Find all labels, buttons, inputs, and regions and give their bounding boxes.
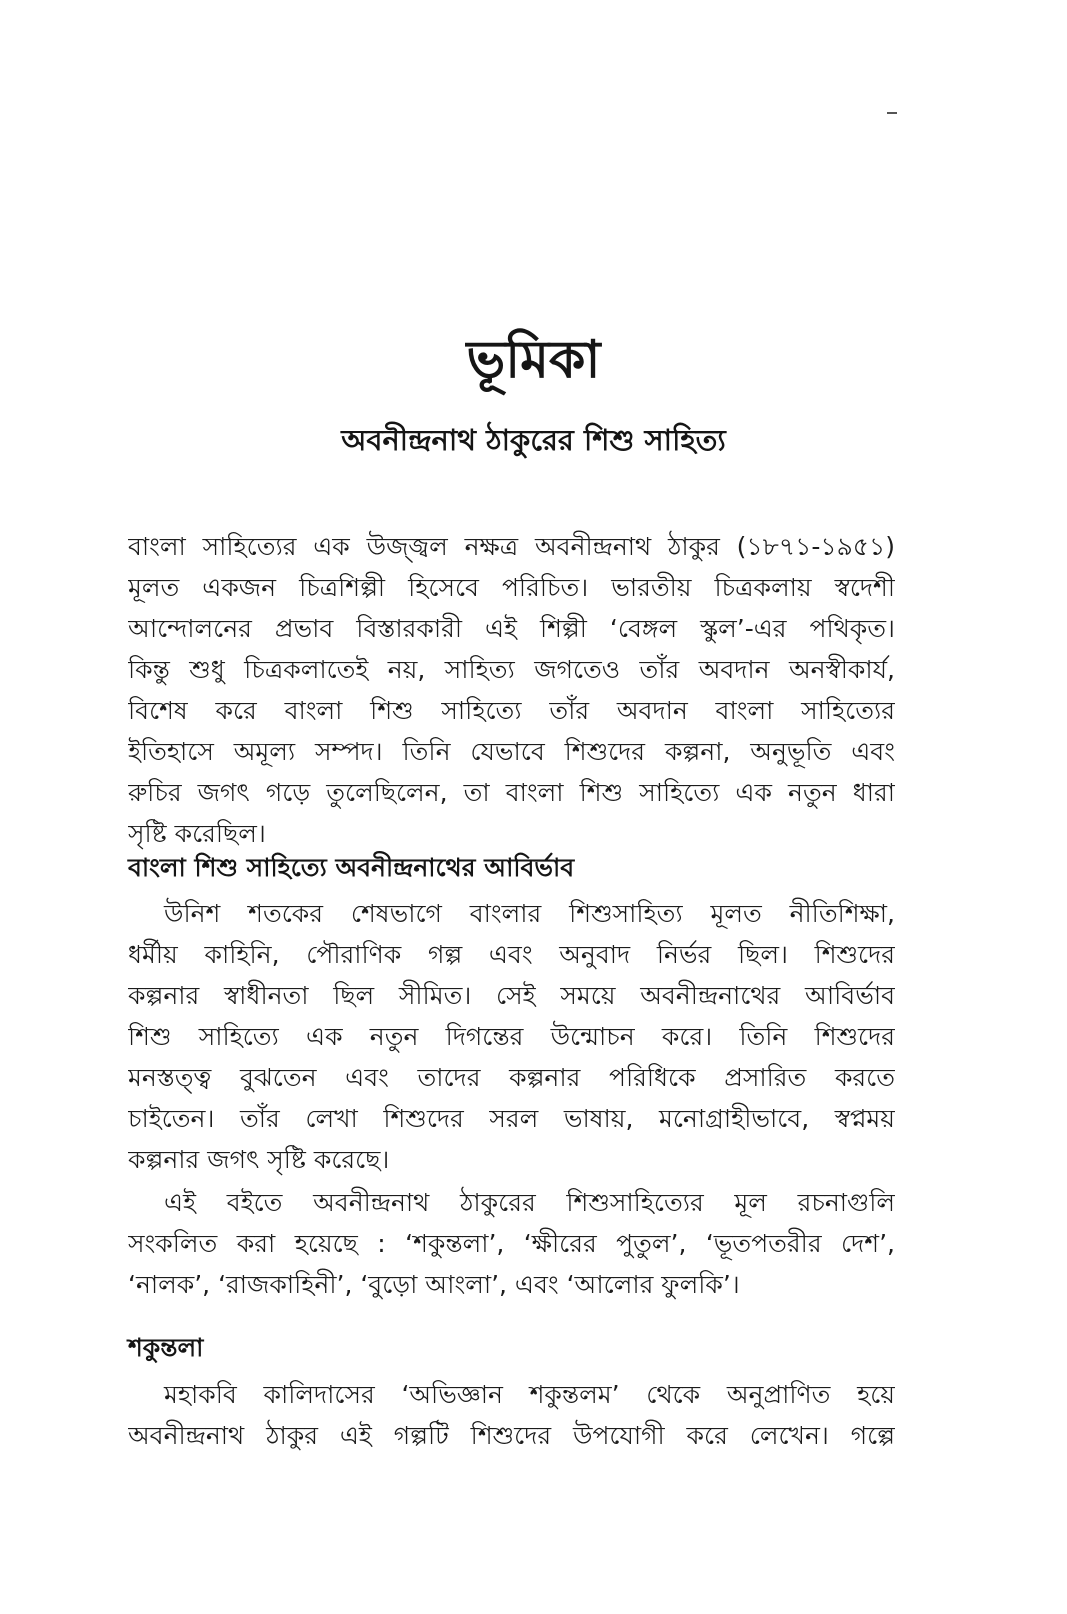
page-top-mark	[887, 112, 897, 114]
text-line: ধর্মীয় কাহিনি, পৌরাণিক গল্প এবং অনুবাদ নির্ভর ছিল। শিশুদের	[128, 940, 895, 969]
section1-paragraph-1	[128, 893, 895, 1180]
text-line: মহাকবি কালিদাসের ‘অভিজ্ঞান শকুন্তলম’ থেকে অনুপ্রাণিত হয়ে	[164, 1380, 895, 1409]
section-heading-emergence: বাংলা শিশু সাহিত্যে অবনীন্দ্রনাথের আবির্ভাব	[128, 853, 575, 882]
text-line: কল্পনার স্বাধীনতা ছিল সীমিত। সেই সময়ে অবনীন্দ্রনাথের আবির্ভাব	[128, 981, 895, 1010]
text-line: বিশেষ করে বাংলা শিশু সাহিত্যে তাঁর অবদান বাংলা সাহিত্যের	[128, 696, 895, 725]
text-line: রুচির জগৎ গড়ে তুলেছিলেন, তা বাংলা শিশু সাহিত্যে এক নতুন ধারা	[128, 778, 895, 807]
text-line: শিশু সাহিত্যে এক নতুন দিগন্তের উন্মোচন করে। তিনি শিশুদের	[128, 1022, 895, 1051]
section1-paragraph-2	[128, 1182, 895, 1305]
text-line: সৃষ্টি করেছিল।	[128, 819, 266, 848]
text-line: মনস্তত্ত্ব বুঝতেন এবং তাদের কল্পনার পরিধিকে প্রসারিত করতে	[128, 1063, 895, 1092]
intro-paragraph	[128, 526, 895, 854]
page-subtitle: অবনীন্দ্রনাথ ঠাকুরের শিশু সাহিত্য	[341, 423, 726, 457]
text-line: এই বইতে অবনীন্দ্রনাথ ঠাকুরের শিশুসাহিত্যের মূল রচনাগুলি	[164, 1188, 895, 1217]
text-line: বাংলা সাহিত্যের এক উজ্জ্বল নক্ষত্র অবনীন্দ্রনাথ ঠাকুর (১৮৭১-১৯৫১)	[128, 532, 895, 561]
text-line: মূলত একজন চিত্রশিল্পী হিসেবে পরিচিত। ভারতীয় চিত্রকলায় স্বদেশী	[128, 573, 895, 602]
text-line: অবনীন্দ্রনাথ ঠাকুর এই গল্পটি শিশুদের উপযোগী করে লেখেন। গল্পে	[128, 1421, 895, 1450]
text-line: সংকলিত করা হয়েছে : ‘শকুন্তলা’, ‘ক্ষীরের পুতুল’, ‘ভূতপতরীর দেশ’,	[128, 1229, 895, 1258]
text-line: চাইতেন। তাঁর লেখা শিশুদের সরল ভাষায়, মনোগ্রাহীভাবে, স্বপ্নময়	[128, 1104, 895, 1133]
section-heading-shakuntala: শকুন্তলা	[128, 1333, 204, 1362]
text-line: কিন্তু শুধু চিত্রকলাতেই নয়, সাহিত্য জগতেও তাঁর অবদান অনস্বীকার্য,	[128, 655, 895, 684]
page-title: ভূমিকা	[466, 330, 601, 390]
text-line: ‘নালক’, ‘রাজকাহিনী’, ‘বুড়ো আংলা’, এবং ‘আলোর ফুলকি’।	[128, 1270, 740, 1299]
text-line: আন্দোলনের প্রভাব বিস্তারকারী এই শিল্পী ‘বেঙ্গল স্কুল’-এর পথিকৃত।	[128, 614, 895, 643]
text-line: কল্পনার জগৎ সৃষ্টি করেছে।	[128, 1145, 390, 1174]
text-line: উনিশ শতকের শেষভাগে বাংলার শিশুসাহিত্য মূলত নীতিশিক্ষা,	[164, 899, 895, 928]
text-line: ইতিহাসে অমূল্য সম্পদ। তিনি যেভাবে শিশুদের কল্পনা, অনুভূতি এবং	[128, 737, 895, 766]
section2-paragraph-1	[128, 1374, 895, 1456]
